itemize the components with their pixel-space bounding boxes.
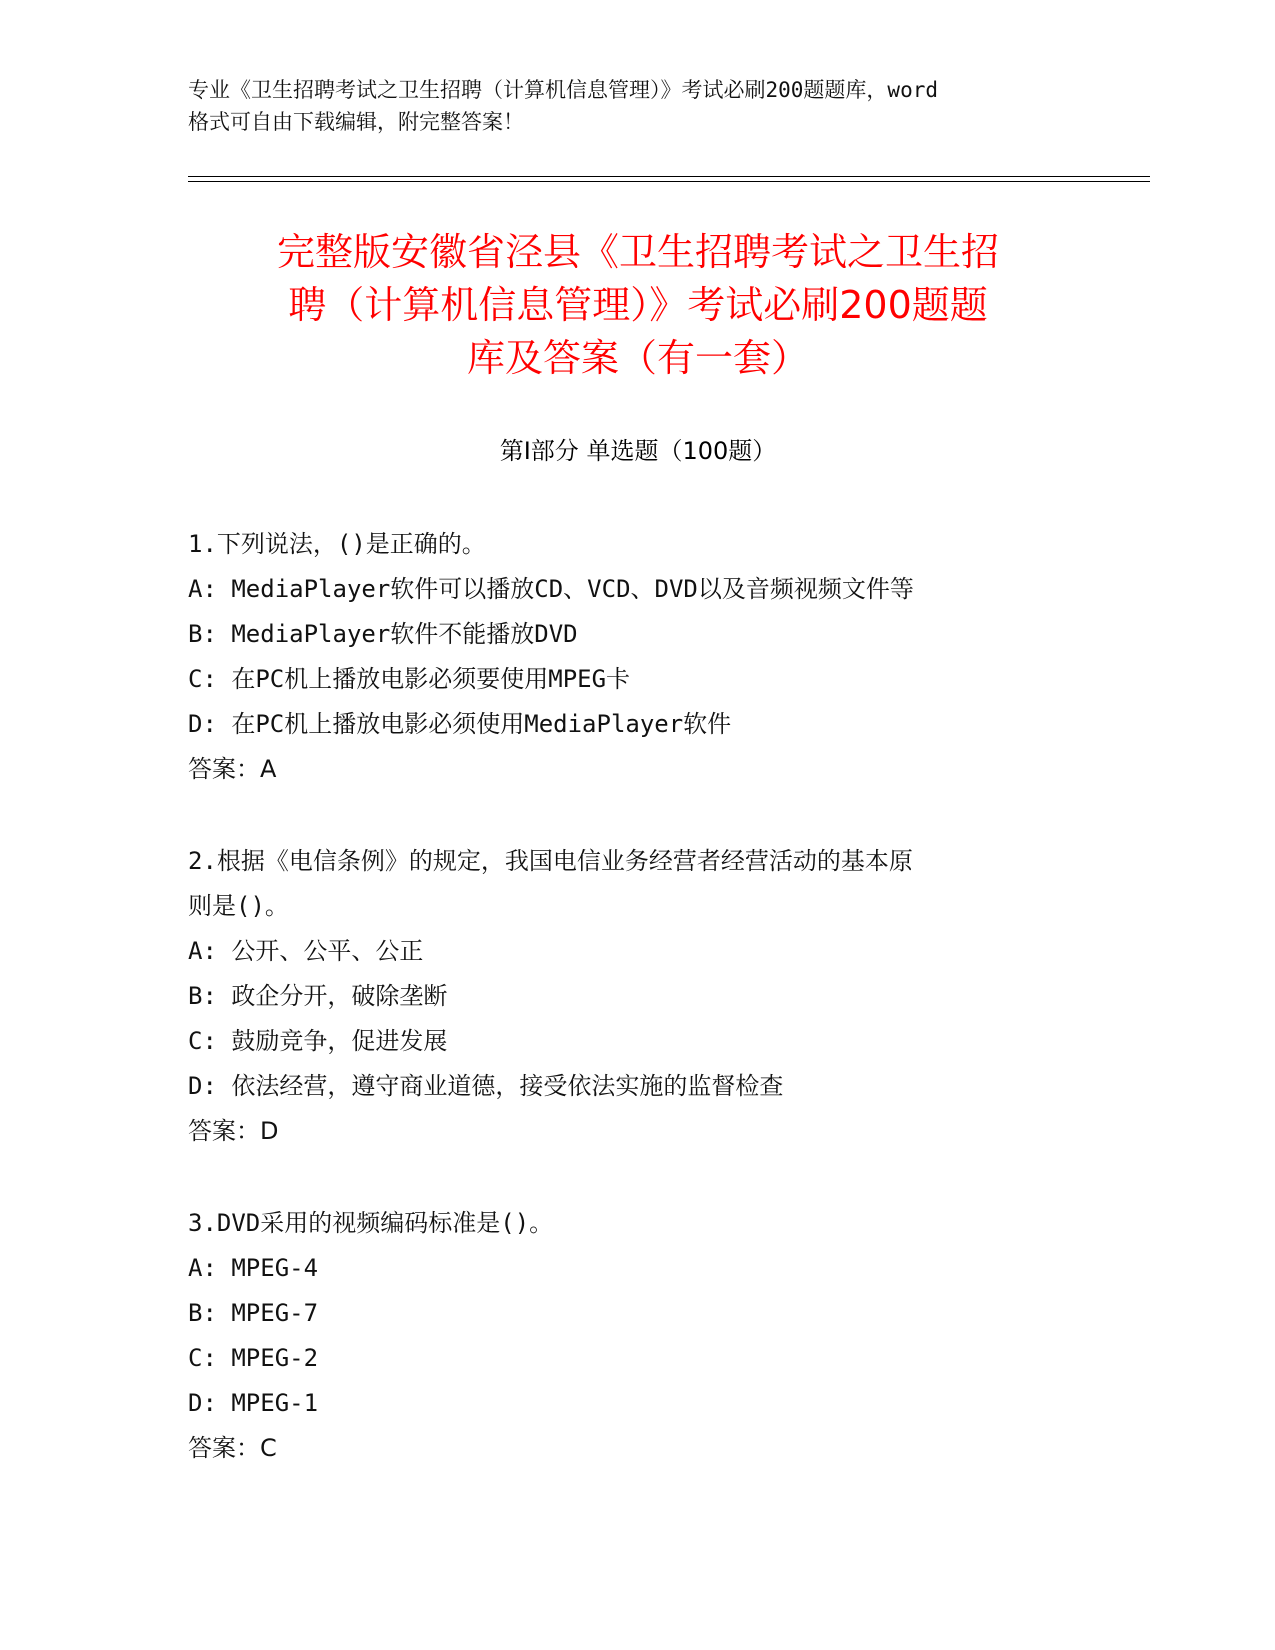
- document-title-line: 完整版安徽省泾县《卫生招聘考试之卫生招: [276, 230, 999, 274]
- document-title: [188, 226, 1088, 385]
- question-2: [188, 839, 1088, 1154]
- option-d: D: 依法经营，遵守商业道德，接受依法实施的监督检查: [188, 1072, 784, 1100]
- answer-line: 答案：A: [188, 755, 277, 783]
- option-b: B: MediaPlayer软件不能播放DVD: [188, 620, 578, 648]
- option-a: A: 公开、公平、公正: [188, 937, 424, 965]
- option-d: D: MPEG-1: [188, 1389, 319, 1417]
- question-3: [188, 1201, 1088, 1471]
- option-a: A: MediaPlayer软件可以播放CD、VCD、DVD以及音频视频文件等: [188, 575, 914, 603]
- option-c: C: 在PC机上播放电影必须要使用MPEG卡: [188, 665, 631, 693]
- option-c: C: MPEG-2: [188, 1344, 319, 1372]
- section-title: 第I部分 单选题（100题）: [499, 437, 777, 465]
- answer-line: 答案：C: [188, 1434, 277, 1462]
- header-note-line: 专业《卫生招聘考试之卫生招聘（计算机信息管理）》考试必刷200题题库，word: [188, 78, 938, 102]
- answer-line: 答案：D: [188, 1117, 279, 1145]
- question-stem: 3.DVD采用的视频编码标准是()。: [188, 1209, 554, 1237]
- question-1: [188, 522, 1088, 792]
- question-stem-continued: 则是()。: [188, 892, 289, 920]
- option-d: D: 在PC机上播放电影必须使用MediaPlayer软件: [188, 710, 732, 738]
- option-a: A: MPEG-4: [188, 1254, 319, 1282]
- header-divider-top: [188, 176, 1150, 177]
- option-c: C: 鼓励竞争，促进发展: [188, 1027, 448, 1055]
- option-b: B: 政企分开，破除垄断: [188, 982, 448, 1010]
- question-stem: 1.下列说法，()是正确的。: [188, 530, 486, 558]
- header-note: [188, 74, 1088, 138]
- document-title-line: 库及答案（有一套）: [466, 336, 809, 380]
- question-stem: 2.根据《电信条例》的规定，我国电信业务经营者经营活动的基本原: [188, 847, 913, 875]
- header-divider-bottom: [188, 181, 1150, 182]
- document-title-line: 聘（计算机信息管理）》考试必刷200题题: [288, 283, 988, 327]
- header-note-line: 格式可自由下载编辑，附完整答案！: [188, 110, 524, 134]
- option-b: B: MPEG-7: [188, 1299, 319, 1327]
